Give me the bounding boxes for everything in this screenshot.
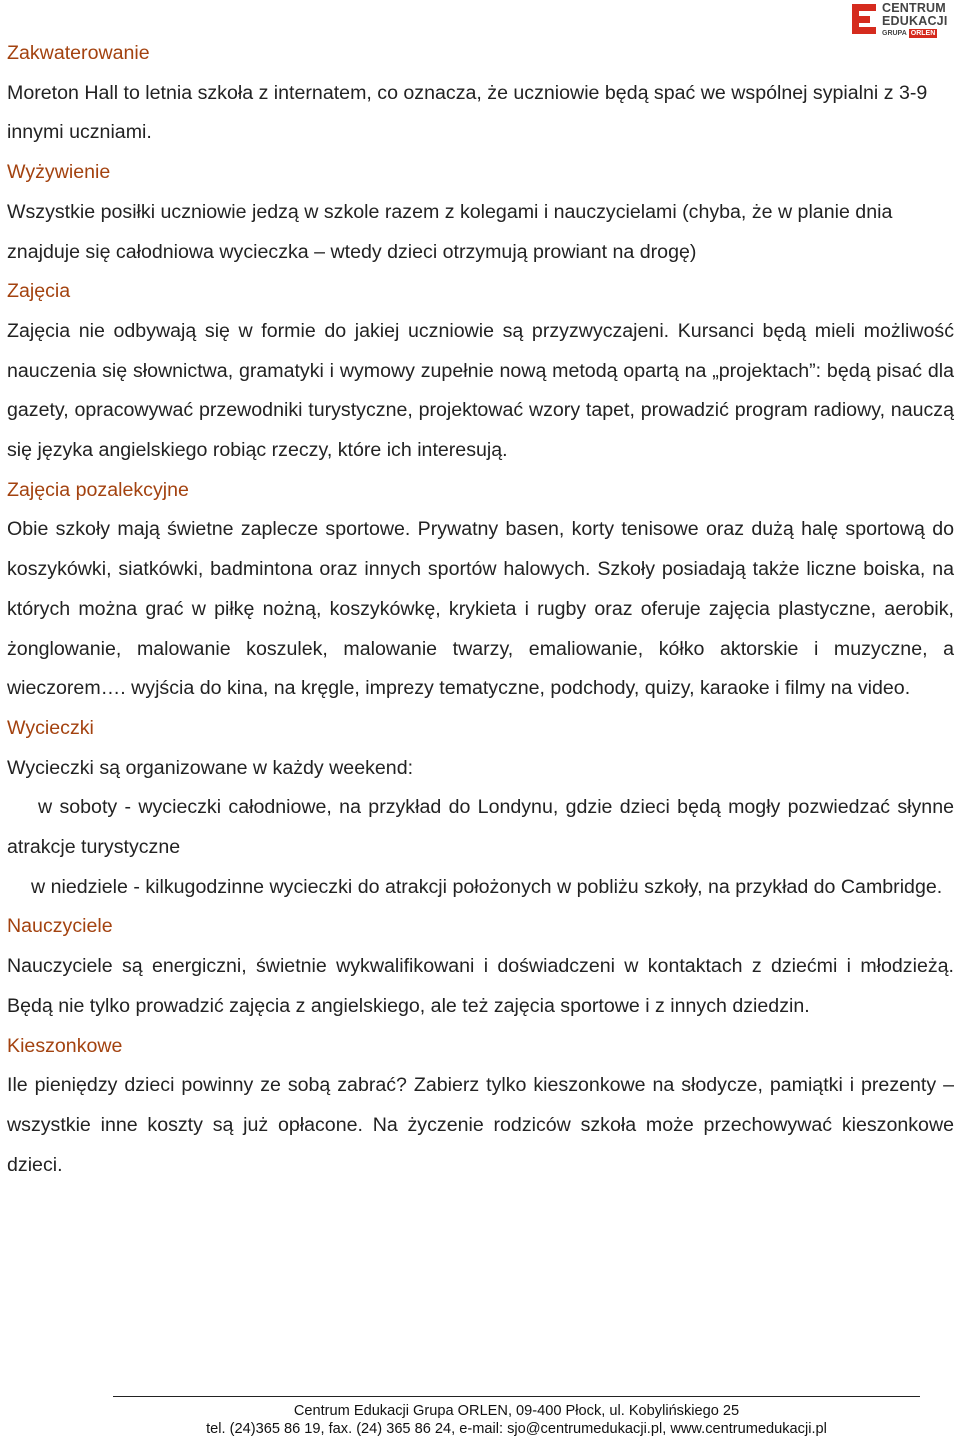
- document-body: [7, 34, 954, 1185]
- heading-zakwaterowanie: Zakwaterowanie: [7, 42, 150, 64]
- heading-zajecia: Zajęcia: [7, 280, 71, 303]
- paragraph-zajecia-pozalekcyjne: Obie szkoły mają świetne zaplecze sportowe. Prywatny basen, korty tenisowe oraz dużą halę sportową do koszykówki, siatkówki, badmintona oraz innych sportów halowych. Szkoły posiadają także liczne boiska, na których można grać w piłkę nożną, koszykówkę, krykieta i rugby oraz oferuje zajęcia plastyczne, aerobik, żonglowanie, malowanie koszulek, malowanie twarzy, emaliowanie, kółko aktorskie i muzyczne, a wieczorem…. wyjścia do kina, na kręgle, imprezy tematyczne, podchody, quizy, karaoke i filmy na video.: [7, 518, 954, 700]
- logo-text-grupa: GRUPA: [882, 30, 907, 37]
- heading-zajecia-pozalekcyjne: Zajęcia pozalekcyjne: [7, 478, 189, 501]
- logo-orlen-badge: ORLEN: [910, 30, 936, 37]
- heading-kieszonkowe: Kieszonkowe: [7, 1034, 123, 1057]
- footer-divider: [113, 1396, 920, 1397]
- footer-contact: tel. (24)365 86 19, fax. (24) 365 86 24, e-mail: sjo@centrumedukacji.pl, www.centrumedukacji.pl: [206, 1421, 827, 1437]
- heading-wyzywienie: Wyżywienie: [7, 161, 111, 184]
- paragraph-zakwaterowanie: Moreton Hall to letnia szkoła z internatem, co oznacza, że uczniowie będą spać we wspólnej sypialni z 3-9 innymi uczniami.: [7, 81, 928, 144]
- heading-wycieczki: Wycieczki: [7, 716, 94, 739]
- paragraph-nauczyciele: Nauczyciele są energiczni, świetnie wykwalifikowani i doświadczeni w kontaktach z dziećmi i młodzieżą. Będą nie tylko prowadzić zajęcia z angielskiego, ale też zajęcia sportowe i z innych dziedzin.: [7, 955, 954, 1017]
- list-item-wycieczki-niedziele: w niedziele - kilkugodzinne wycieczki do atrakcji położonych w pobliżu szkoły, na przykład do Cambridge.: [31, 875, 943, 898]
- page-footer: [113, 1402, 920, 1438]
- logo-text-centrum: CENTRUM: [882, 1, 946, 15]
- paragraph-wycieczki-intro: Wycieczki są organizowane w każdy weekend:: [7, 756, 414, 779]
- heading-nauczyciele: Nauczyciele: [7, 915, 113, 938]
- paragraph-zajecia: Zajęcia nie odbywają się w formie do jakiej uczniowie są przyzwyczajeni. Kursanci będą mieli możliwość nauczenia się słownictwa, gramatyki i wymowy zupełnie nową metodą opartą na „projektach”: będą pisać dla gazety, opracowywać przewodniki turystyczne, projektować wzory tapet, prowadzić program radiowy, nauczą się języka angielskiego robiąc rzeczy, które ich interesują.: [7, 319, 954, 462]
- logo-e-icon: [852, 4, 878, 34]
- paragraph-kieszonkowe: Ile pieniędzy dzieci powinny ze sobą zabrać? Zabierz tylko kieszonkowe na słodycze, pamiątki i prezenty – wszystkie inne koszty są już opłacone. Na życzenie rodziców szkoła może przechowywać kieszonkowe dzieci.: [7, 1074, 954, 1176]
- footer-address: Centrum Edukacji Grupa ORLEN, 09-400 Płock, ul. Kobylińskiego 25: [293, 1403, 740, 1419]
- list-item-wycieczki-soboty: w soboty - wycieczki całodniowe, na przykład do Londynu, gdzie dzieci będą mogły pozwiedzać słynne atrakcje turystyczne: [7, 796, 954, 859]
- paragraph-wyzywienie: Wszystkie posiłki uczniowie jedzą w szkole razem z kolegami i nauczycielami (chyba, że w planie dnia znajduje się całodniowa wycieczka – wtedy dzieci otrzymują prowiant na drogę): [7, 200, 893, 263]
- logo-text-edukacji: EDUKACJI: [882, 13, 948, 28]
